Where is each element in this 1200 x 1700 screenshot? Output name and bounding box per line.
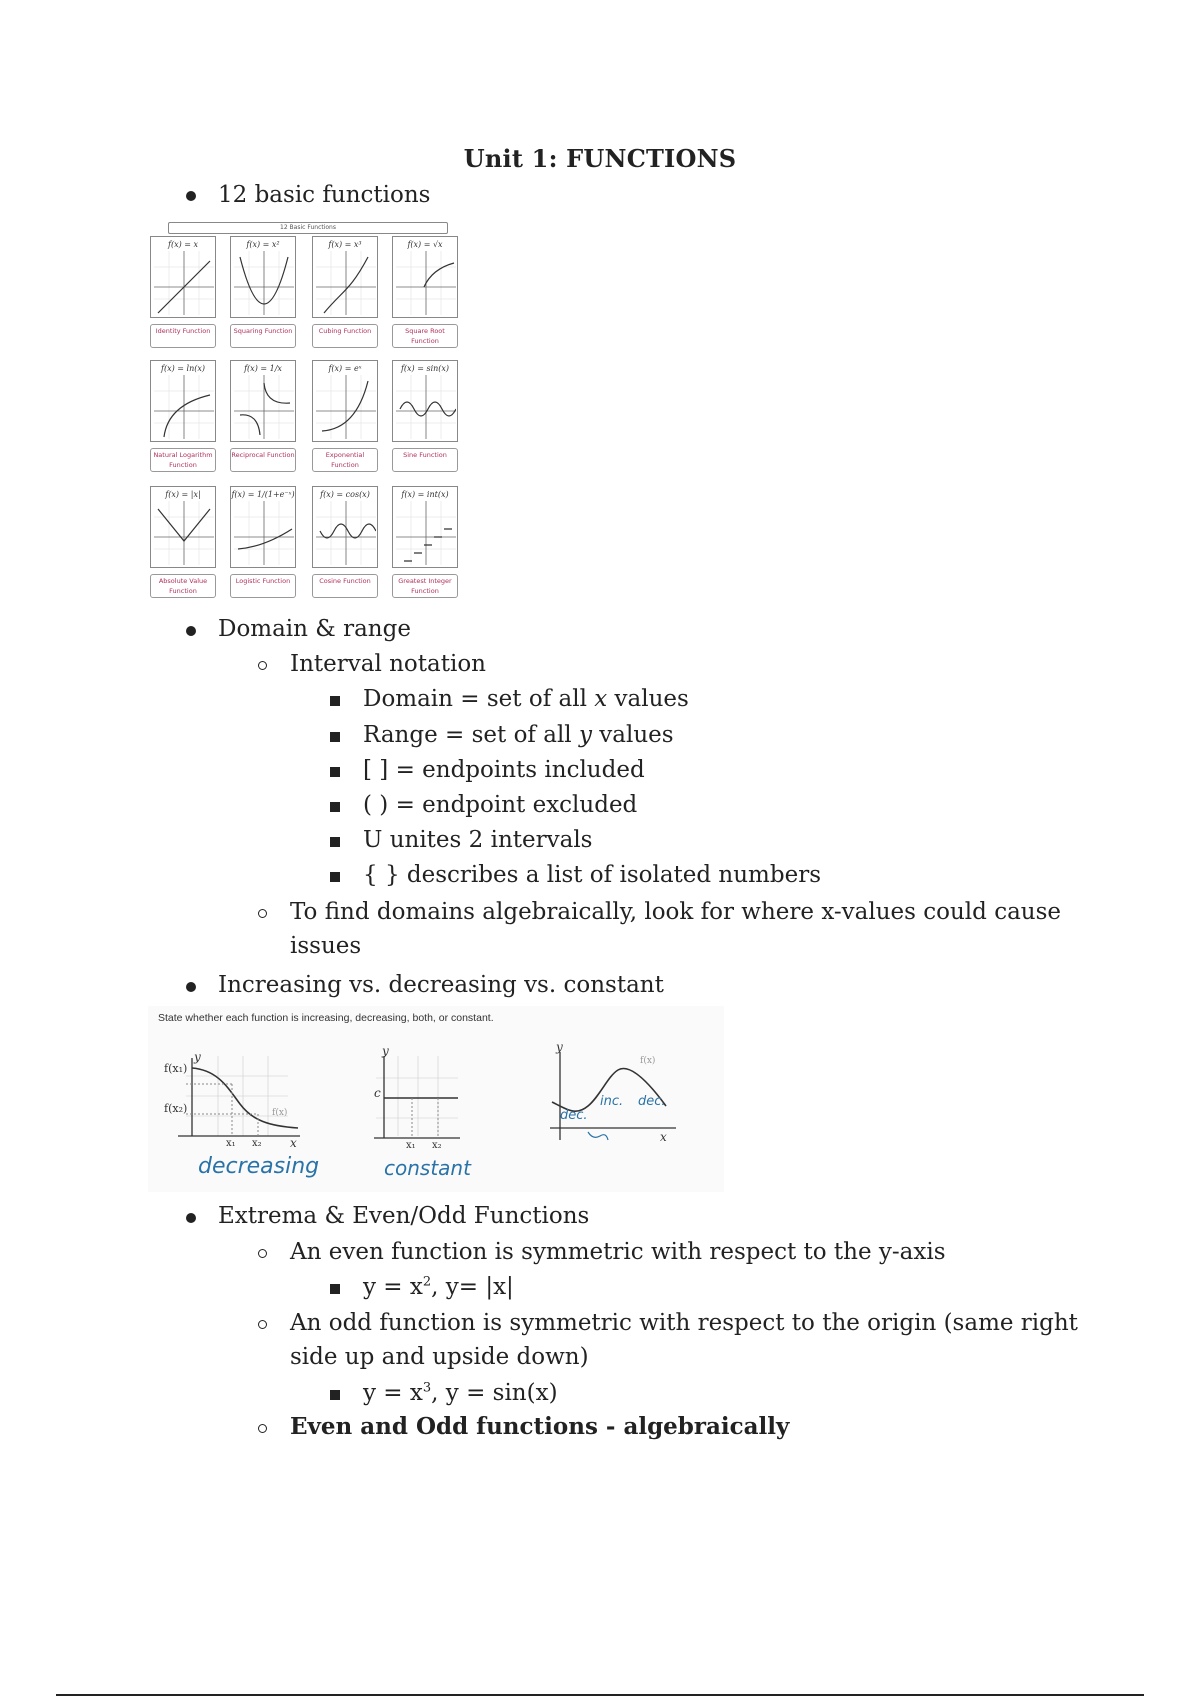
handwritten-dec: dec. — [560, 1108, 588, 1123]
y-axis-label: y — [556, 1040, 563, 1054]
find-domains-line1: To find domains algebraically, look for where x-values could cause — [290, 899, 1062, 925]
basic-functions-figure — [148, 218, 466, 604]
bullet-disc — [186, 626, 196, 636]
bullet-square — [330, 767, 340, 777]
function-graph — [392, 236, 458, 318]
bullet-square — [330, 732, 340, 742]
bullet-circle — [258, 1424, 267, 1433]
section-domain-range: Domain & range — [218, 616, 411, 642]
odd-examples: $y = x^3$, y = sin(x) — [363, 1380, 558, 1406]
handwritten-dec: dec. — [638, 1094, 666, 1109]
function-plot — [154, 251, 214, 315]
handwritten-decreasing: decreasing — [198, 1154, 320, 1179]
fx2-label: f(x₂) — [164, 1102, 188, 1115]
function-graph — [230, 486, 296, 568]
function-plot — [234, 375, 294, 439]
bullet-circle — [258, 1320, 267, 1329]
function-name-label: Squaring Function — [230, 324, 296, 348]
y-axis-label: y — [194, 1050, 201, 1064]
function-name-label: Greatest Integer Function — [392, 574, 458, 598]
fx-label: f(x) — [640, 1056, 656, 1066]
function-plot — [316, 375, 376, 439]
function-name-label: Logistic Function — [230, 574, 296, 598]
function-formula: f(x) = sin(x) — [400, 364, 450, 373]
c-label: c — [374, 1086, 381, 1100]
function-graph — [230, 360, 296, 442]
function-name-label: Absolute Value Function — [150, 574, 216, 598]
function-formula: f(x) = x³ — [328, 240, 362, 249]
handwritten-inc: inc. — [600, 1094, 624, 1109]
braces-rule: { } describes a list of isolated numbers — [363, 862, 822, 888]
function-formula: f(x) = eˣ — [328, 364, 362, 373]
function-formula: f(x) = int(x) — [401, 490, 449, 499]
fx-label: f(x) — [272, 1108, 288, 1118]
odd-definition-line1: An odd function is symmetric with respect to the origin (same right — [290, 1310, 1078, 1336]
bullet-disc — [186, 982, 196, 992]
function-formula: f(x) = cos(x) — [320, 490, 370, 499]
function-plot — [154, 501, 214, 565]
bullet-square — [330, 802, 340, 812]
function-name-label: Cosine Function — [312, 574, 378, 598]
function-formula: f(x) = 1/(1+e⁻ˣ) — [231, 490, 295, 499]
function-plot — [234, 501, 294, 565]
bullet-circle — [258, 909, 267, 918]
parens-rule: ( ) = endpoint excluded — [363, 792, 638, 818]
fx1-label: f(x₁) — [164, 1062, 188, 1075]
function-plot — [396, 375, 456, 439]
function-name-label: Cubing Function — [312, 324, 378, 348]
even-definition: An even function is symmetric with respect to the y-axis — [290, 1239, 946, 1265]
function-formula: f(x) = |x| — [165, 490, 201, 499]
x1-label: x₁ — [226, 1138, 236, 1149]
function-formula: f(x) = x — [167, 240, 198, 249]
interval-notation: Interval notation — [290, 651, 486, 677]
figure-instruction: State whether each function is increasing, decreasing, both, or constant. — [158, 1012, 494, 1024]
function-graph — [150, 360, 216, 442]
function-formula: f(x) = x² — [246, 240, 280, 249]
function-graph — [312, 236, 378, 318]
even-odd-algebraically: Even and Odd functions - algebraically — [290, 1413, 790, 1440]
union-rule: U unites 2 intervals — [363, 827, 593, 853]
even-examples: $y = x^2$, y= |x| — [363, 1274, 514, 1300]
x2-label: x₂ — [432, 1140, 442, 1151]
footer-rule — [56, 1694, 1144, 1696]
odd-definition-line2: side up and upside down) — [290, 1344, 589, 1370]
page-title: Unit 1: FUNCTIONS — [463, 144, 737, 173]
bullet-square — [330, 1390, 340, 1400]
function-graph — [312, 360, 378, 442]
x-axis-label: x — [660, 1130, 667, 1144]
function-graph — [150, 486, 216, 568]
function-plot — [396, 251, 456, 315]
function-plot — [316, 251, 376, 315]
find-domains-line2: issues — [290, 933, 362, 959]
function-formula: f(x) = ln(x) — [161, 364, 205, 373]
bullet-square — [330, 872, 340, 882]
function-graph — [392, 360, 458, 442]
monotonic-figure — [148, 1006, 724, 1192]
figure-header: 12 Basic Functions — [168, 222, 448, 234]
function-name-label: Exponential Function — [312, 448, 378, 472]
function-name-label: Sine Function — [392, 448, 458, 472]
function-graph — [392, 486, 458, 568]
function-plot — [154, 375, 214, 439]
x1-label: x₁ — [406, 1140, 416, 1151]
function-plot — [316, 501, 376, 565]
function-name-label: Identity Function — [150, 324, 216, 348]
section-extrema: Extrema & Even/Odd Functions — [218, 1203, 590, 1229]
bullet-square — [330, 837, 340, 847]
function-name-label: Square Root Function — [392, 324, 458, 348]
function-plot — [396, 501, 456, 565]
function-formula: f(x) = √x — [407, 240, 443, 249]
function-graph — [150, 236, 216, 318]
range-definition: Range = set of all y values — [363, 722, 674, 748]
function-plot — [234, 251, 294, 315]
bullet-circle — [258, 661, 267, 670]
function-graph — [312, 486, 378, 568]
bullet-square — [330, 1284, 340, 1294]
function-formula: f(x) = 1/x — [244, 364, 282, 373]
x2-label: x₂ — [252, 1138, 262, 1149]
function-name-label: Natural Logarithm Function — [150, 448, 216, 472]
bullet-disc — [186, 1213, 196, 1223]
section-increasing: Increasing vs. decreasing vs. constant — [218, 972, 664, 998]
x-axis-label: x — [290, 1136, 297, 1150]
section-basic-functions: 12 basic functions — [218, 182, 431, 208]
domain-definition: Domain = set of all x values — [363, 686, 689, 712]
handwritten-constant: constant — [384, 1156, 471, 1180]
bullet-disc — [186, 191, 196, 201]
brackets-rule: [ ] = endpoints included — [363, 757, 645, 783]
bullet-circle — [258, 1249, 267, 1258]
function-name-label: Reciprocal Function — [230, 448, 296, 472]
y-axis-label: y — [382, 1044, 389, 1058]
bullet-square — [330, 696, 340, 706]
function-graph — [230, 236, 296, 318]
